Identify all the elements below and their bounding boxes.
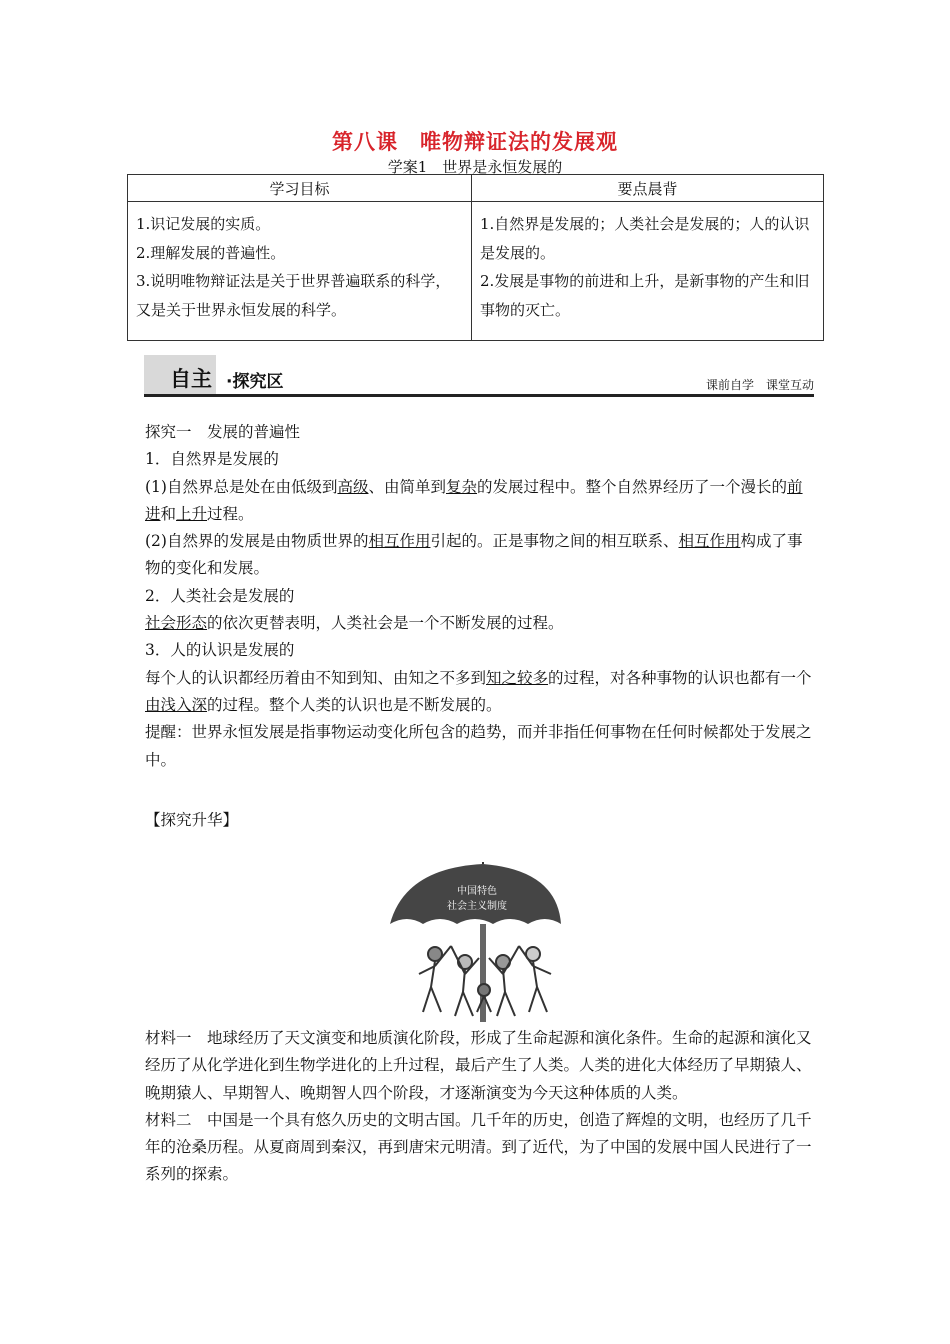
lesson-title: 第八课 唯物辩证法的发展观 xyxy=(332,130,618,154)
banner-rule xyxy=(144,394,814,397)
upgrade-heading: 【探究升华】 xyxy=(145,810,239,829)
goals-table xyxy=(127,174,824,341)
explore-section xyxy=(145,419,813,834)
key-point-item: 2.发展是事物的前进和上升，是新事物的产生和旧事物的灭亡。 xyxy=(480,272,810,319)
point-3-title: 3．人的认识是发展的 xyxy=(145,641,295,660)
point-2: 社会形态的依次更替表明，人类社会是一个不断发展的过程。 xyxy=(145,614,564,633)
section-banner xyxy=(144,355,814,397)
objective-item: 2.理解发展的普遍性。 xyxy=(136,243,286,262)
plan-title: 学案1 世界是永恒发展的 xyxy=(387,158,563,176)
materials-section xyxy=(145,1025,813,1189)
banner-section-label: ·探究区 xyxy=(226,372,284,392)
umbrella-illustration xyxy=(385,862,565,1022)
point-1a: (1)自然界总是处在由低级到高级、由简单到复杂的发展过程中。整个自然界经历了一个漫长的前进和上升过程。 xyxy=(145,477,803,523)
reminder: 提醒：世界永恒发展是指事物运动变化所包含的趋势，而并非指任何事物在任何时候都处于发展之中。 xyxy=(145,723,812,769)
umbrella-text-line2: 社会主义制度 xyxy=(447,901,507,912)
key-points-cell xyxy=(472,202,824,341)
banner-tab xyxy=(144,355,216,394)
material-1: 材料一 地球经历了天文演变和地质演化阶段，形成了生命起源和演化条件。生命的起源和演化又经历了从化学进化到生物学进化的上升过程，最后产生了人类。人类的进化大体经历了早期猿人、晚期猿人、早期智人、晚期智人四个阶段，才逐渐演变为今天这种体质的人类。 xyxy=(145,1029,812,1102)
point-1b: (2)自然界的发展是由物质世界的相互作用引起的。正是事物之间的相互联系、相互作用构成了事物的变化和发展。 xyxy=(145,532,803,578)
objective-item: 3.说明唯物辩证法是关于世界普遍联系的科学，又是关于世界永恒发展的科学。 xyxy=(136,272,451,319)
objectives-header: 学习目标 xyxy=(128,175,472,202)
objective-item: 1.识记发展的实质。 xyxy=(136,215,271,233)
banner-right-label: 课前自学 课堂互动 xyxy=(705,378,814,392)
point-3: 每个人的认识都经历着由不知到知、由知之不多到知之较多的过程，对各种事物的认识也都有一个由浅入深的过程。整个人类的认识也是不断发展的。 xyxy=(145,668,812,714)
objectives-cell xyxy=(128,202,472,341)
point-1-title: 1．自然界是发展的 xyxy=(145,450,279,469)
umbrella-text-line1: 中国特色 xyxy=(457,886,497,897)
key-point-item: 1.自然界是发展的；人类社会是发展的；人的认识是发展的。 xyxy=(480,215,810,262)
explore-heading: 探究一 发展的普遍性 xyxy=(145,423,301,441)
point-2-title: 2．人类社会是发展的 xyxy=(145,586,295,605)
umbrella-pole-icon xyxy=(480,924,486,1022)
banner-tab-label: 自主 xyxy=(170,367,212,391)
key-points-header: 要点晨背 xyxy=(472,175,824,202)
material-2: 材料二 中国是一个具有悠久历史的文明古国。几千年的历史，创造了辉煌的文明，也经历了几千年的沧桑历程。从夏商周到秦汉，再到唐宋元明清。到了近代，为了中国的发展中国人民进行了一系列的探索。 xyxy=(145,1110,812,1184)
